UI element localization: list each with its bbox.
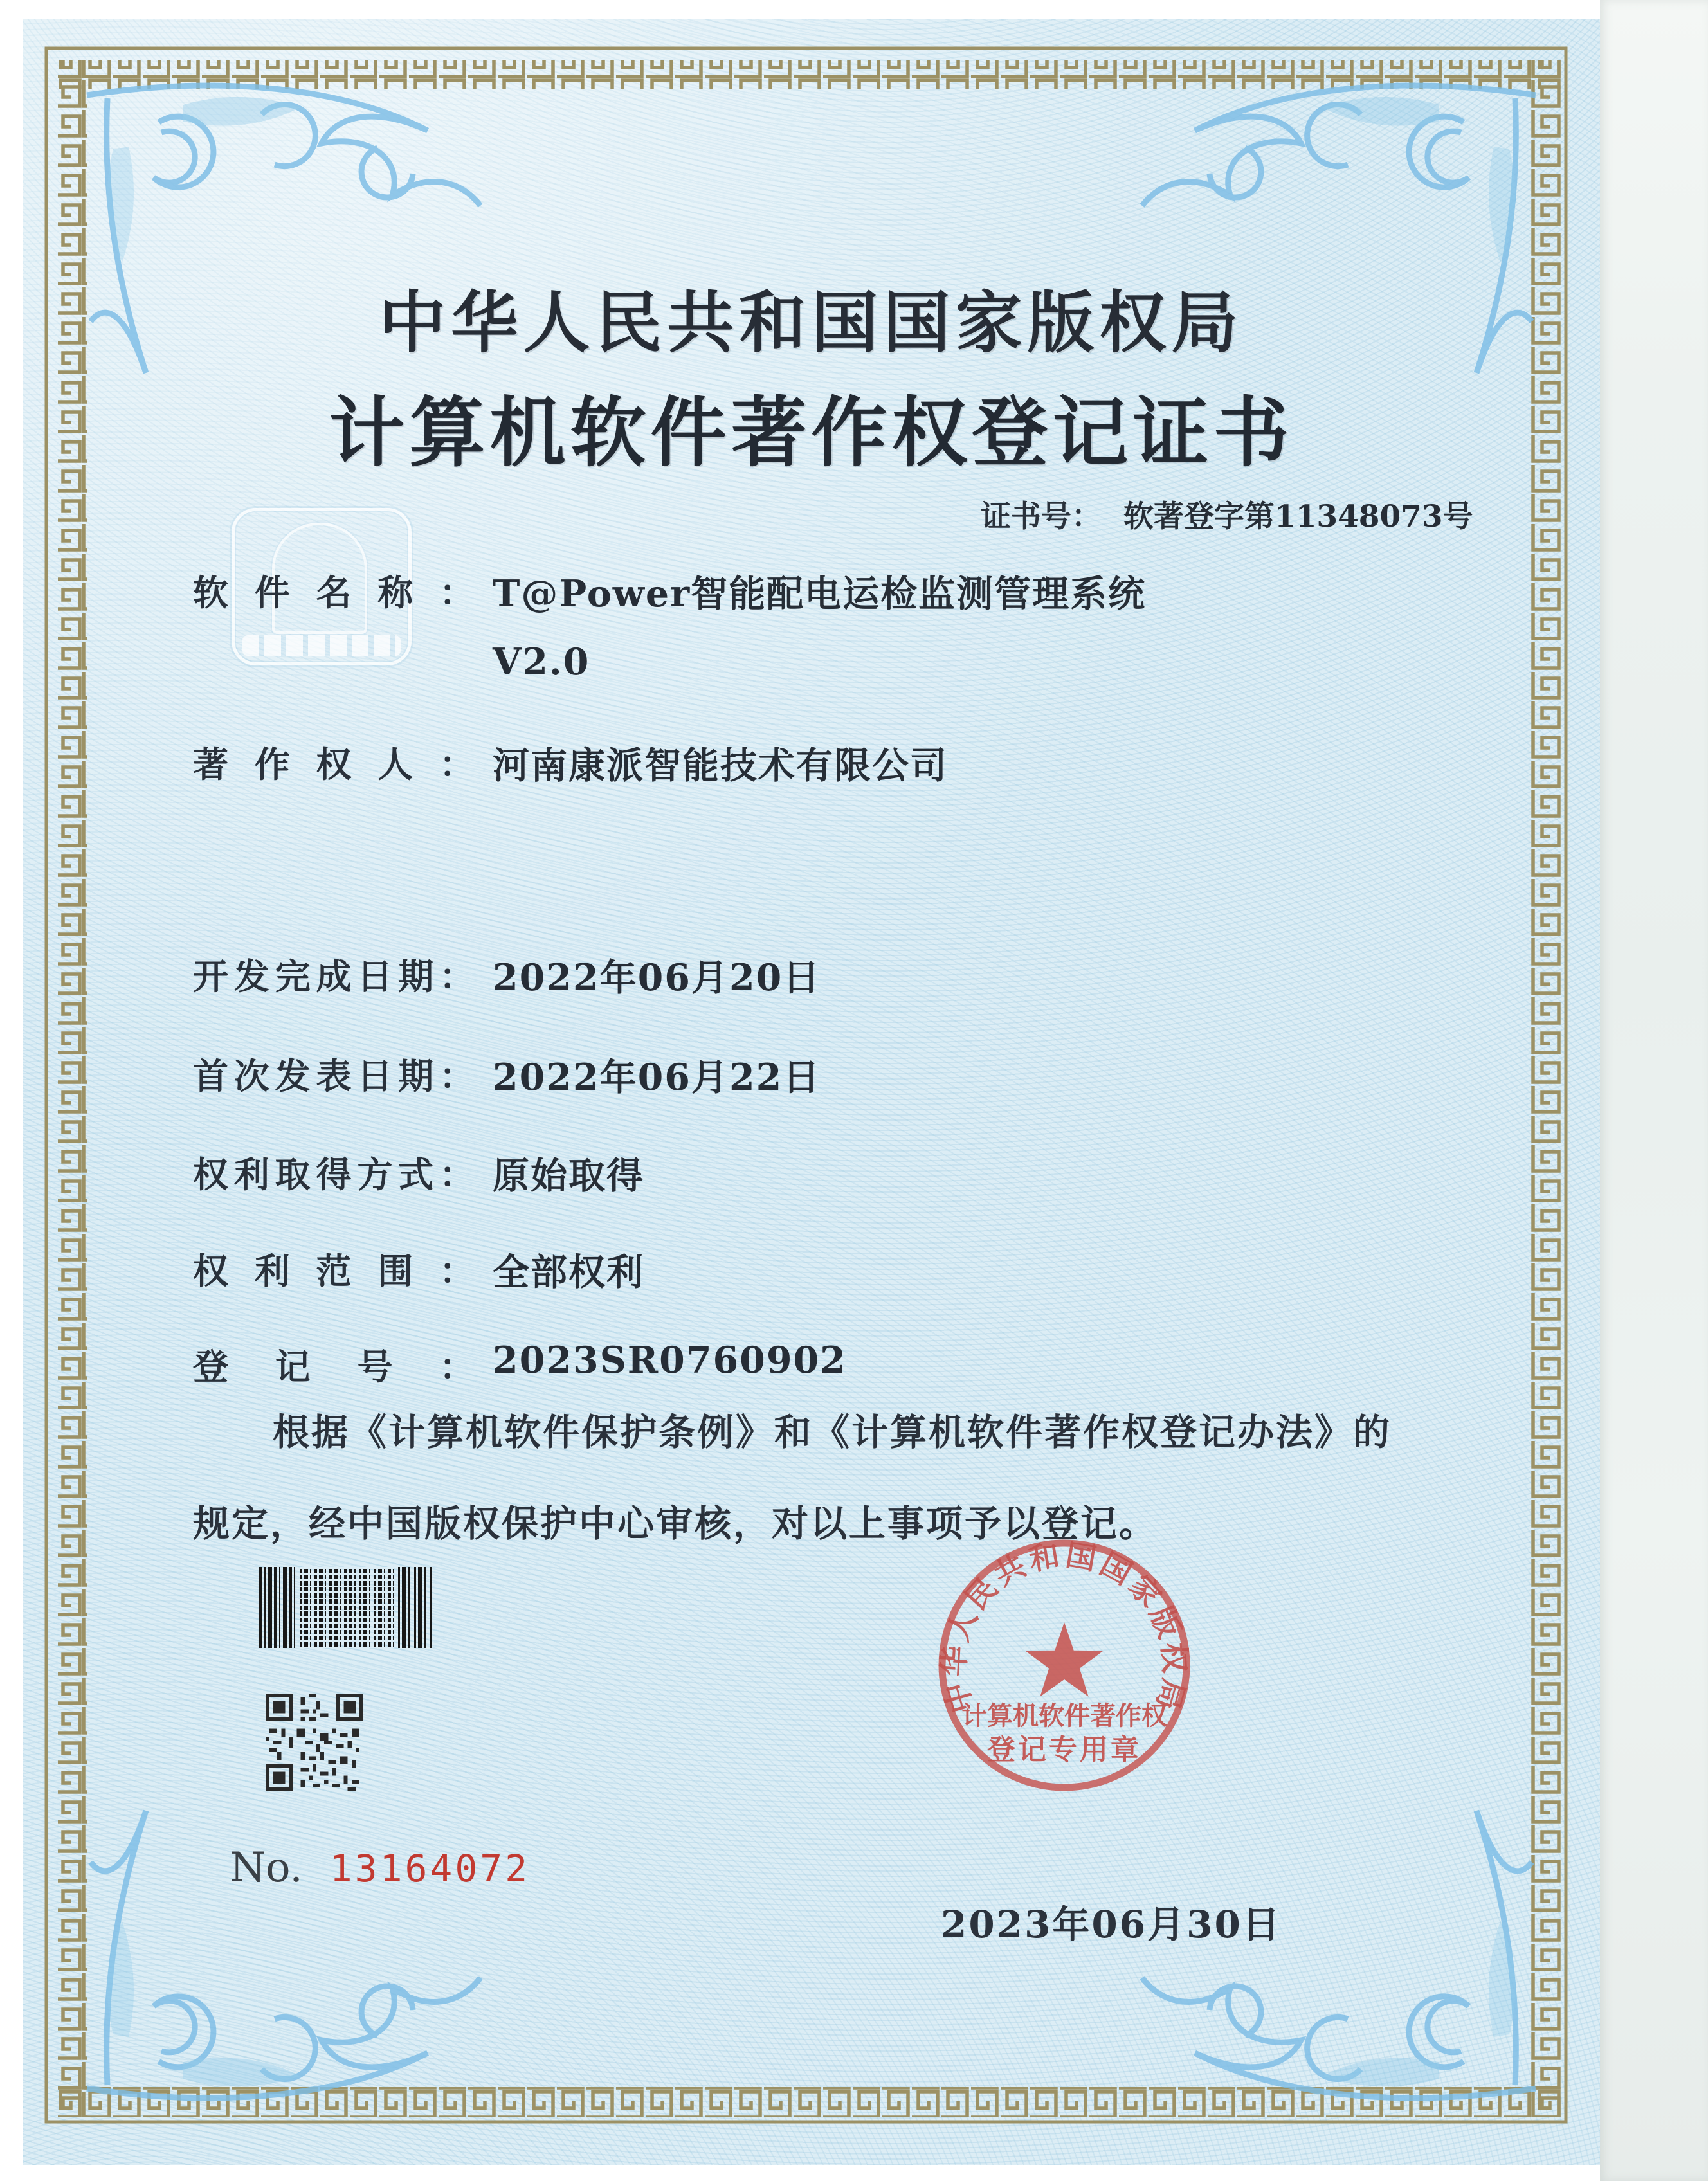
field-value: 2022年06月20日 bbox=[493, 956, 821, 999]
field-label: 权利取得方式： bbox=[193, 1154, 475, 1195]
star-icon bbox=[1025, 1622, 1104, 1697]
qr-code-icon bbox=[266, 1691, 363, 1794]
corner-ornament-bottom-right bbox=[1142, 1811, 1536, 2098]
certificate-paper bbox=[23, 19, 1600, 2165]
registration-statement-line1: 根据《计算机软件保护条例》和《计算机软件著作权登记办法》的 bbox=[273, 1411, 1392, 1454]
greek-key-band-right bbox=[1531, 60, 1561, 2117]
greek-key-band-top bbox=[58, 60, 1561, 89]
field-copyright-owner bbox=[193, 736, 948, 789]
seal-inner-line2: 登记专用章 bbox=[987, 1733, 1141, 1766]
certificate-number-label: 证书号： bbox=[981, 499, 1102, 534]
field-label: 开发完成日期： bbox=[193, 956, 475, 997]
field-label: 权利范围： bbox=[193, 1251, 475, 1292]
field-value: 2022年06月22日 bbox=[493, 1056, 821, 1099]
barcode-1d-icon bbox=[259, 1567, 434, 1648]
field-label: 软件名称： bbox=[193, 572, 475, 613]
greek-key-band-left bbox=[58, 60, 87, 2117]
field-label: 著作权人： bbox=[193, 744, 475, 785]
field-rights-acquisition bbox=[193, 1146, 644, 1199]
barcode-right-bars bbox=[398, 1567, 434, 1648]
field-value: 2023SR0760902 bbox=[493, 1339, 847, 1382]
certificate-number-value: 软著登字第11348073号 bbox=[1123, 499, 1473, 534]
field-value-version: V2.0 bbox=[493, 640, 590, 683]
field-value: 原始取得 bbox=[493, 1154, 644, 1197]
field-label: 首次发表日期： bbox=[193, 1056, 475, 1097]
serial-number: 13164072 bbox=[329, 1847, 531, 1890]
serial-prefix: No. bbox=[230, 1844, 303, 1892]
field-dev-completion-date bbox=[193, 948, 821, 1001]
official-seal bbox=[923, 1524, 1206, 1807]
field-registration-number bbox=[193, 1339, 847, 1389]
field-label: 登记号： bbox=[193, 1346, 475, 1388]
certificate-title: 计算机软件著作权登记证书 bbox=[329, 388, 1294, 477]
field-first-publication-date bbox=[193, 1048, 821, 1101]
authority-title: 中华人民共和国国家版权局 bbox=[379, 283, 1244, 362]
serial-number-line bbox=[230, 1844, 530, 1892]
certificate-number-line bbox=[981, 493, 1473, 536]
field-rights-scope bbox=[193, 1243, 644, 1296]
field-value: 河南康派智能技术有限公司 bbox=[493, 744, 948, 787]
barcode-left-bars bbox=[259, 1567, 295, 1648]
scanner-background-strip bbox=[1600, 0, 1708, 2181]
seal-inner-line1: 计算机软件著作权 bbox=[961, 1701, 1167, 1731]
field-value: 全部权利 bbox=[493, 1251, 644, 1294]
registration-statement-line2: 规定，经中国版权保护中心审核，对以上事项予以登记。 bbox=[193, 1502, 1158, 1545]
field-software-name bbox=[193, 565, 1146, 683]
barcode-matrix bbox=[300, 1567, 394, 1648]
issue-date: 2023年06月30日 bbox=[941, 1903, 1282, 1946]
seal-ring-text: 中华人民共和国国家版权局 bbox=[936, 1537, 1193, 1717]
field-value: T@Power智能配电运检监测管理系统 bbox=[493, 572, 1147, 615]
